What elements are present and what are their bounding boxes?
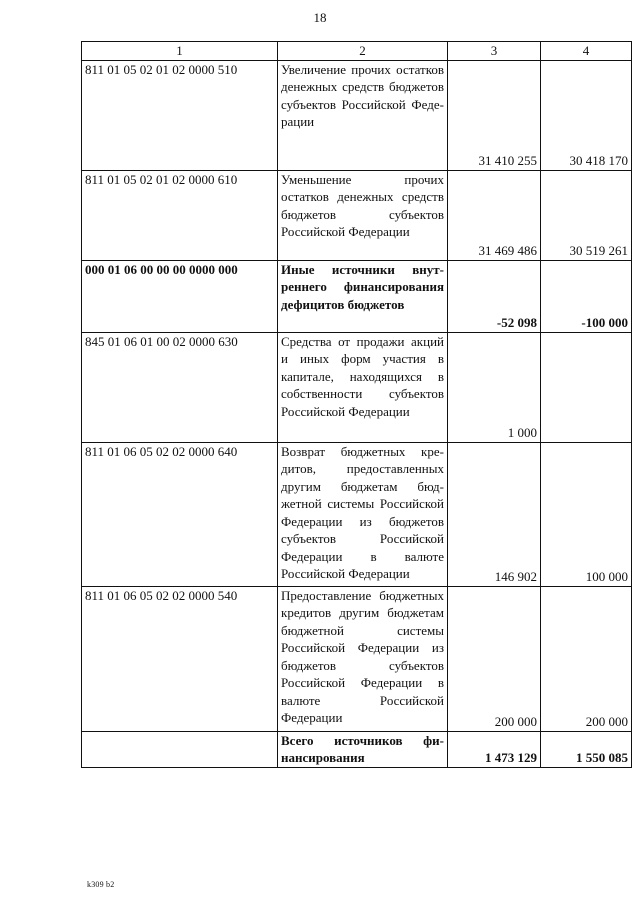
- source-name-cell: Возврат бюджетных кредитов, предоставленных другим бюджетам бюджетной системы Российской Федерации из бюджетов субъектов Российской Федерации в валюте Российской Федерации: [278, 442, 448, 586]
- table-row: [82, 60, 632, 170]
- page-number: 18: [313, 10, 327, 25]
- amount-column-4-cell: 1 550 085: [541, 731, 632, 767]
- column-header-3: 3: [448, 42, 541, 61]
- source-name-cell: Средства от продажи акций и иных форм участия в капитале, находящихся в собственности субъектов Российской Федерации: [278, 332, 448, 442]
- budget-code-cell: 000 01 06 00 00 00 0000 000: [82, 260, 278, 332]
- amount-column-3-cell: -52 098: [448, 260, 541, 332]
- table-row: [82, 260, 632, 332]
- amount-column-4-cell: 30 519 261: [541, 170, 632, 260]
- budget-code-cell: 811 01 05 02 01 02 0000 510: [82, 60, 278, 170]
- budget-code-cell: 845 01 06 01 00 02 0000 630: [82, 332, 278, 442]
- column-header-4: 4: [541, 42, 632, 61]
- source-name-cell: Всего источников финансирования: [278, 731, 448, 767]
- table-row: [82, 332, 632, 442]
- budget-code-cell: [82, 731, 278, 767]
- source-name-cell: Иные источники внутреннего финансирования дефицитов бюджетов: [278, 260, 448, 332]
- column-header-1: 1: [82, 42, 278, 61]
- amount-column-3-cell: 1 000: [448, 332, 541, 442]
- table-row: [82, 442, 632, 586]
- table-row: [82, 586, 632, 731]
- budget-sources-table: [81, 41, 632, 768]
- amount-column-4-cell: -100 000: [541, 260, 632, 332]
- budget-code-cell: 811 01 06 05 02 02 0000 540: [82, 586, 278, 731]
- budget-code-cell: 811 01 05 02 01 02 0000 610: [82, 170, 278, 260]
- amount-column-3-cell: 31 410 255: [448, 60, 541, 170]
- amount-column-4-cell: [541, 332, 632, 442]
- amount-column-4-cell: 30 418 170: [541, 60, 632, 170]
- source-name-cell: Увеличение прочих остатков денежных средств бюджетов субъектов Российской Федерации: [278, 60, 448, 170]
- table-header-row: [82, 42, 632, 61]
- amount-column-3-cell: 146 902: [448, 442, 541, 586]
- amount-column-3-cell: 1 473 129: [448, 731, 541, 767]
- budget-code-cell: 811 01 06 05 02 02 0000 640: [82, 442, 278, 586]
- table-row: [82, 170, 632, 260]
- amount-column-3-cell: 31 469 486: [448, 170, 541, 260]
- amount-column-3-cell: 200 000: [448, 586, 541, 731]
- source-name-cell: Уменьшение прочих остатков денежных средств бюджетов субъектов Российской Федерации: [278, 170, 448, 260]
- amount-column-4-cell: 200 000: [541, 586, 632, 731]
- amount-column-4-cell: 100 000: [541, 442, 632, 586]
- source-name-cell: Предоставление бюджетных кредитов другим бюджетам бюджетной системы Российской Федерации из бюджетов субъектов Российской Федерации в валюте Российской Федерации: [278, 586, 448, 731]
- column-header-2: 2: [278, 42, 448, 61]
- footer-document-mark: k309 b2: [87, 880, 115, 889]
- table-row: [82, 731, 632, 767]
